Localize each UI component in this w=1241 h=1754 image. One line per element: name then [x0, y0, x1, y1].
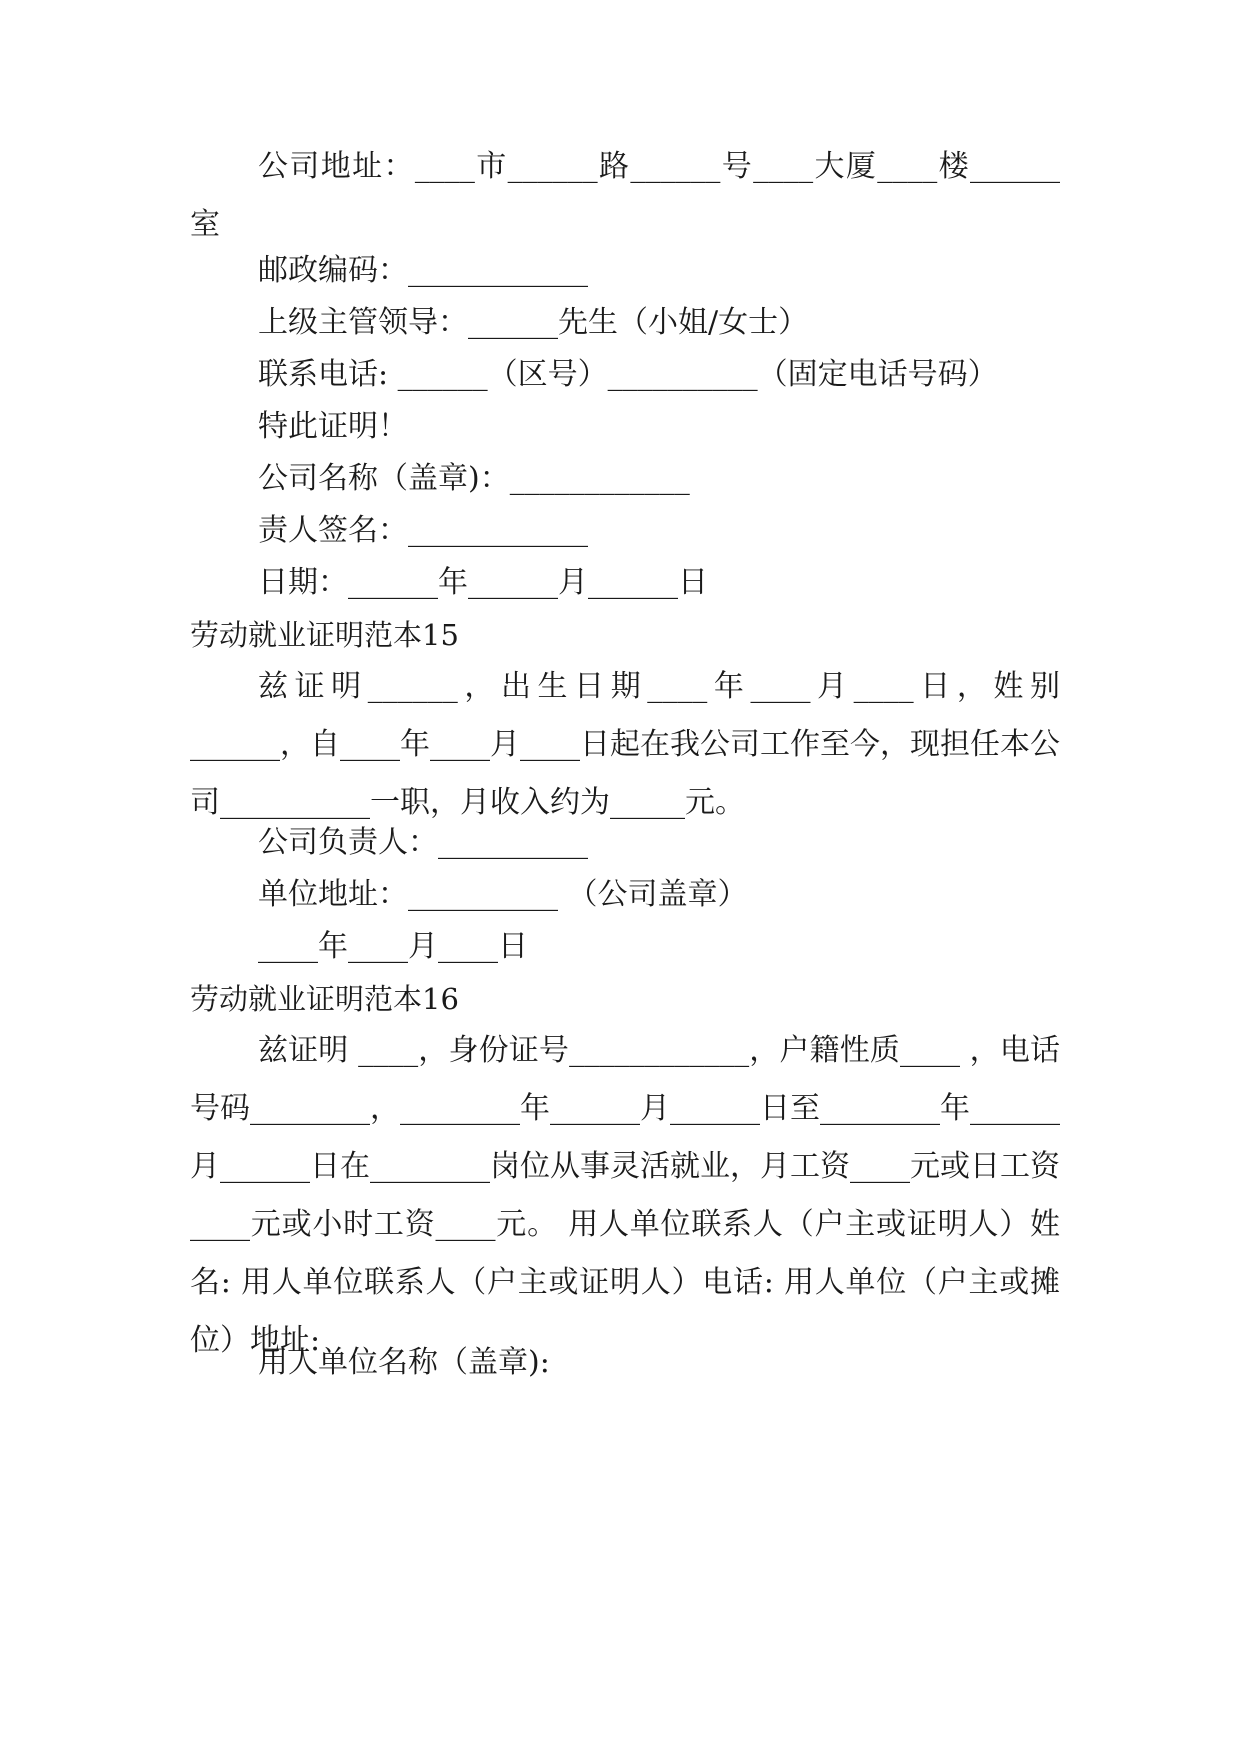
postal-code-line: 邮政编码：____________ — [258, 253, 588, 288]
unit-address-line: 单位地址：__________ （公司盖章） — [258, 877, 748, 912]
phone-line: 联系电话: ______（区号）__________（固定电话号码） — [258, 357, 998, 392]
certify-line: 特此证明！ — [258, 409, 408, 444]
signature-line: 责人签名：____________ — [258, 513, 588, 548]
employer-name-line: 用人单位名称（盖章): — [258, 1345, 550, 1380]
certificate-body-16: 兹证明 ____，身份证号____________，户籍性质____ ，电话号码________，________年______月______日至________年______月______日在________岗位从事灵活就业，月工资____元或日工资____元或小时工资____元。 用人单位联系人（户主或证明人）姓名: 用人单位联系人（户主或证明人）电话: 用人单位（户主或摊位）地址: — [190, 1033, 1060, 1358]
company-head-line: 公司负责人：__________ — [258, 825, 588, 860]
supervisor-line: 上级主管领导：______先生（小姐/女士） — [258, 305, 809, 340]
section-heading-15: 劳动就业证明范本15 — [190, 618, 459, 652]
section-heading-16: 劳动就业证明范本16 — [190, 982, 459, 1016]
date-line: 日期：______年______月______日 — [258, 565, 708, 600]
company-address-line: 公司地址：____市______路______号____大厦____楼______室 — [190, 149, 1060, 242]
date-line-15: ____年____月____日 — [258, 929, 528, 964]
company-name-line: 公司名称（盖章)：____________ — [258, 461, 690, 496]
certificate-body-15: 兹证明______，出生日期____年____月____日，姓别______，自____年____月____日起在我公司工作至今，现担任本公司__________一职，月收入约为_____元。 — [190, 669, 1060, 820]
